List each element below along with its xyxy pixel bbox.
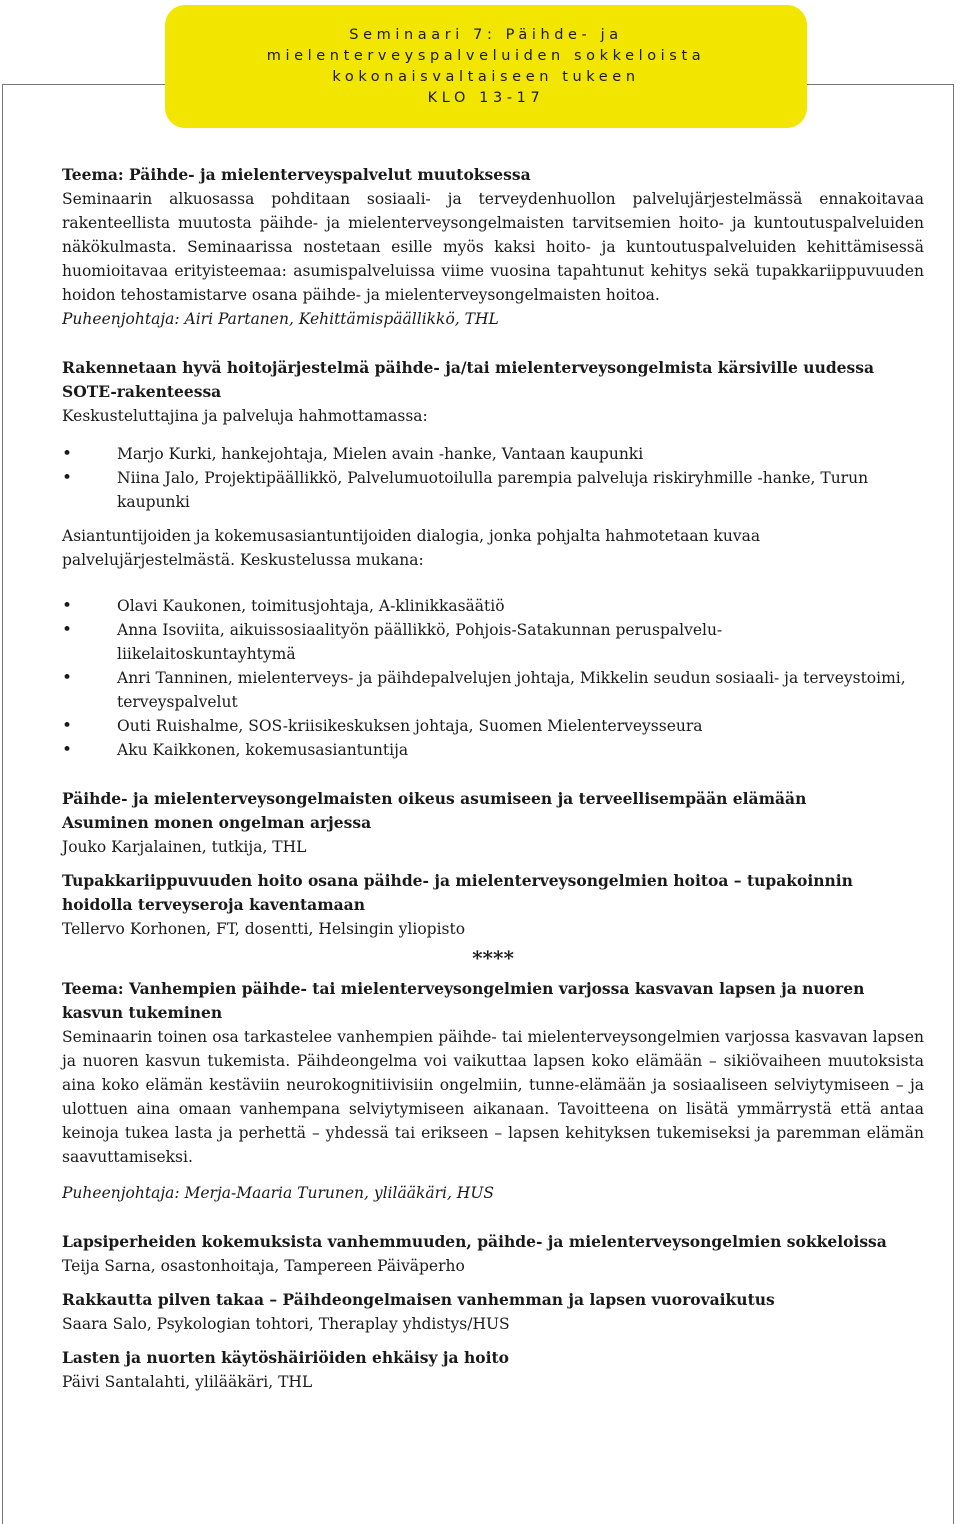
session-title: Rakkautta pilven takaa – Päihdeongelmaisen vanhemman ja lapsen vuorovaikutus — [62, 1290, 775, 1309]
theme-intro-1: Seminaarin alkuosassa pohditaan sosiaali- ja terveydenhuollon palvelujärjestelmässä ennakoitavaa rakenteellista muutosta päihde- ja mielenterveysongelmaisten tarvitsemien hoito- ja kuntoutuspalveluiden näkökulmasta. Seminaarissa nostetaan esille myös kaksi hoito- ja kuntoutuspalveluiden kehittämisessä huomioitavaa erityisteemaa: asumispalveluissa viime vuosina tapahtunut kehitys sekä tupakkariippuvuuden hoidon tehostamistarve osana päihde- ja mielenterveysongelmaisten hoitoa. — [62, 190, 924, 304]
session-speaker: Teija Sarna, osastonhoitaja, Tampereen Päiväperho — [62, 1257, 465, 1275]
seminar-banner — [165, 5, 807, 128]
chair-1: Puheenjohtaja: Airi Partanen, Kehittämispäällikkö, THL — [62, 310, 499, 328]
document-body — [62, 163, 924, 1394]
session-speaker: Tellervo Korhonen, FT, dosentti, Helsingin yliopisto — [62, 920, 466, 938]
list-item: • Aku Kaikkonen, kokemusasiantuntija — [62, 738, 924, 762]
section-separator: **** — [472, 946, 514, 970]
list-item: • Niina Jalo, Projektipäällikkö, Palvelumuotoilulla parempia palveluja riskiryhmille -hanke, Turun kaupunki — [62, 466, 924, 514]
banner-line-1: Seminaari 7: Päihde- ja — [349, 26, 623, 43]
list-item: • Outi Ruishalme, SOS-kriisikeskuksen johtaja, Suomen Mielenterveysseura — [62, 714, 924, 738]
session-title: Päihde- ja mielenterveysongelmaisten oikeus asumiseen ja terveellisempään elämään Asuminen monen ongelman arjessa — [62, 789, 807, 832]
session-speaker: Jouko Karjalainen, tutkija, THL — [62, 838, 307, 856]
session-speaker: Saara Salo, Psykologian tohtori, Theraplay yhdistys/HUS — [62, 1315, 510, 1333]
list-item: • Anri Tanninen, mielenterveys- ja päihdepalvelujen johtaja, Mikkelin seudun sosiaali- ja terveystoimi, terveyspalvelut — [62, 666, 924, 714]
banner-line-2: mielenterveyspalveluiden sokkeloista — [266, 47, 706, 64]
list-item: • Anna Isoviita, aikuissosiaalityön päällikkö, Pohjois-Satakunnan peruspalvelu- liikelaitoskuntayhtymä — [62, 618, 924, 666]
list-item: • Marjo Kurki, hankejohtaja, Mielen avain -hanke, Vantaan kaupunki — [62, 442, 924, 466]
session-speaker: Päivi Santalahti, ylilääkäri, THL — [62, 1373, 313, 1391]
panel-list — [62, 594, 924, 762]
banner-line-3: kokonaisvaltaiseen tukeen — [332, 68, 640, 85]
banner-line-4: KLO 13-17 — [427, 89, 545, 106]
session-title: Tupakkariippuvuuden hoito osana päihde- ja mielenterveysongelmien hoitoa – tupakoinnin hoidolla terveyseroja kaventamaan — [62, 871, 853, 914]
list-item: • Olavi Kaukonen, toimitusjohtaja, A-klinikkasäätiö — [62, 594, 924, 618]
theme-title-1: Teema: Päihde- ja mielenterveyspalvelut muutoksessa — [62, 165, 531, 184]
dialog-text: Asiantuntijoiden ja kokemusasiantuntijoiden dialogia, jonka pohjalta hahmotetaan kuvaa palvelujärjestelmästä. Keskustelussa mukana: — [62, 527, 761, 569]
session-title: Lasten ja nuorten käytöshäiriöiden ehkäisy ja hoito — [62, 1348, 509, 1367]
session-title: Lapsiperheiden kokemuksista vanhemmuuden, päihde- ja mielenterveysongelmien sokkeloissa — [62, 1232, 887, 1251]
theme-intro-2: Seminaarin toinen osa tarkastelee vanhempien päihde- tai mielenterveysongelmien varjossa kasvavan lapsen ja nuoren kasvun tukemista. Päihdeongelma voi vaikuttaa lapsen koko elämään – sikiövaiheen muutoksista aina koko elämän kestäviin neurokognitiivisiin ongelmiin, tunne-elämään ja sosiaaliseen selviytymiseen – ja ulottuen aina omaan vanhempana selviytymiseen aikanaan. Tavoitteena on lisätä ymmärrystä että antaa keinoja tukea lasta ja perhettä – yhdessä tai erikseen – lapsen kehityksen tukemiseksi ja paremman elämän saavuttamiseksi. — [62, 1028, 924, 1166]
session-intro-label: Keskusteluttajina ja palveluja hahmottamassa: — [62, 407, 428, 425]
speaker-list — [62, 442, 924, 514]
session-title: Rakennetaan hyvä hoitojärjestelmä päihde- ja/tai mielenterveysongelmista kärsiville uudessa SOTE-rakenteessa — [62, 358, 875, 401]
theme-title-2: Teema: Vanhempien päihde- tai mielenterveysongelmien varjossa kasvavan lapsen ja nuoren kasvun tukeminen — [62, 979, 865, 1022]
chair-2: Puheenjohtaja: Merja-Maaria Turunen, ylilääkäri, HUS — [62, 1184, 495, 1202]
